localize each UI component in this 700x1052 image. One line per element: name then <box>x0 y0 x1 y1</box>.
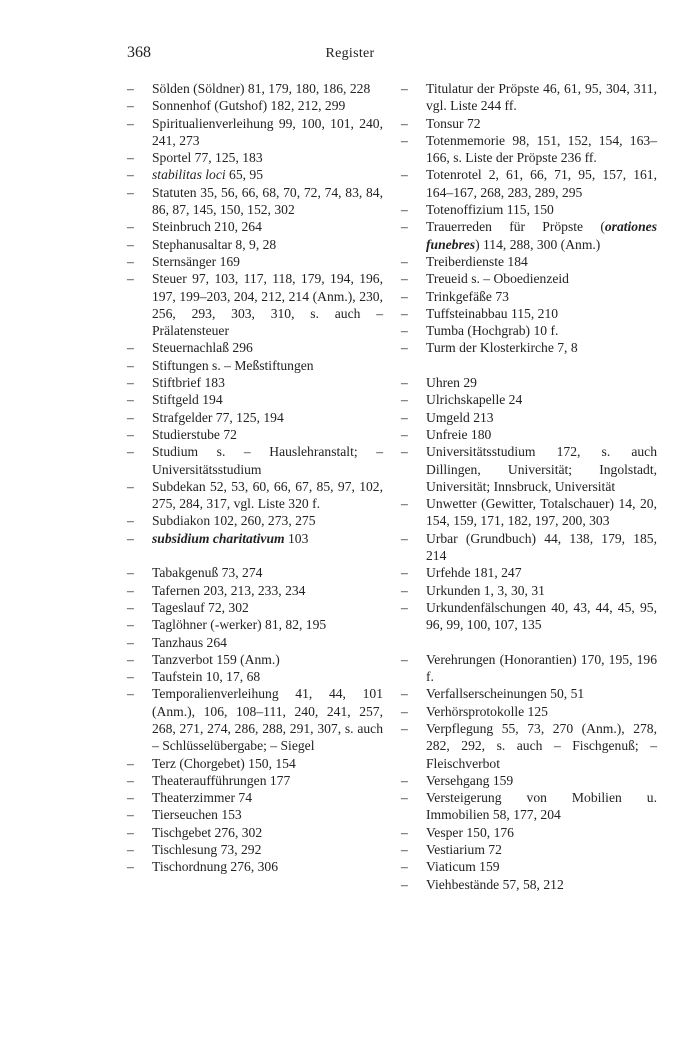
index-entry: – Sölden (Söldner) 81, 179, 180, 186, 228 <box>127 80 383 97</box>
index-entry: – Tierseuchen 153 <box>127 806 383 823</box>
index-entry: – Urkundenfälschungen 40, 43, 44, 45, 95, 96, 99, 100, 107, 135 <box>401 599 657 634</box>
index-entry: – Tumba (Hochgrab) 10 f. <box>401 322 657 339</box>
index-entry <box>127 530 383 547</box>
index-entry: – Theateraufführungen 177 <box>127 772 383 789</box>
index-entry: – Subdiakon 102, 260, 273, 275 <box>127 512 383 529</box>
index-entry: – Statuten 35, 56, 66, 68, 70, 72, 74, 83, 84, 86, 87, 145, 150, 152, 302 <box>127 184 383 219</box>
index-entry: – Sonnenhof (Gutshof) 182, 212, 299 <box>127 97 383 114</box>
index-entry: – Sportel 77, 125, 183 <box>127 149 383 166</box>
index-entry: – Temporalienverleihung 41, 44, 101 (Anm.), 106, 108–111, 240, 241, 257, 268, 271, 274, 286, 288, 291, 307, s. auch – Schlüsselübergabe; – Siegel <box>127 685 383 754</box>
index-entry: – Treiberdienste 184 <box>401 253 657 270</box>
index-entry: – Treueid s. – Oboedienzeid <box>401 270 657 287</box>
index-entry: – Vesper 150, 176 <box>401 824 657 841</box>
index-entry: – Studium s. – Hauslehranstalt; – Universitätsstudium <box>127 443 383 478</box>
index-entry: – Tuffsteinabbau 115, 210 <box>401 305 657 322</box>
index-entry: – Tafernen 203, 213, 233, 234 <box>127 582 383 599</box>
index-entry: – Taglöhner (-werker) 81, 82, 195 <box>127 616 383 633</box>
index-entry: – Unwetter (Gewitter, Totalschauer) 14, 20, 154, 159, 171, 182, 197, 200, 303 <box>401 495 657 530</box>
section-gap <box>401 634 657 651</box>
index-entry: – Stiftbrief 183 <box>127 374 383 391</box>
index-entry: – Terz (Chorgebet) 150, 154 <box>127 755 383 772</box>
index-entry: – Stiftgeld 194 <box>127 391 383 408</box>
index-entry: – Urkunden 1, 3, 30, 31 <box>401 582 657 599</box>
index-entry-references: 65, 95 <box>225 167 264 183</box>
index-entry: – Umgeld 213 <box>401 409 657 426</box>
index-entry: – Versehgang 159 <box>401 772 657 789</box>
index-entry: – Tanzhaus 264 <box>127 634 383 651</box>
index-entry: – Theaterzimmer 74 <box>127 789 383 806</box>
index-entry: – Steuernachlaß 296 <box>127 339 383 356</box>
index-entry: – Vestiarium 72 <box>401 841 657 858</box>
index-entry: – Versteigerung von Mobilien u. Immobilien 58, 177, 204 <box>401 789 657 824</box>
index-entry: – Viehbestände 57, 58, 212 <box>401 876 657 893</box>
index-entry: – Tischordnung 276, 306 <box>127 858 383 875</box>
index-entry-references: ) 114, 288, 300 (Anm.) <box>475 236 601 252</box>
index-entry: – Titulatur der Pröpste 46, 61, 95, 304, 311, vgl. Liste 244 ff. <box>401 80 657 115</box>
index-entry: – Tabakgenuß 73, 274 <box>127 564 383 581</box>
index-entry: – Unfreie 180 <box>401 426 657 443</box>
index-entry: – Turm der Klosterkirche 7, 8 <box>401 339 657 356</box>
index-entry: – Trinkgefäße 73 <box>401 288 657 305</box>
index-entry-references: 103 <box>284 530 309 546</box>
index-entry: – Taufstein 10, 17, 68 <box>127 668 383 685</box>
index-entry: – Spiritualienverleihung 99, 100, 101, 240, 241, 273 <box>127 115 383 150</box>
index-entry: – Stiftungen s. – Meßstiftungen <box>127 357 383 374</box>
index-entry: – Studierstube 72 <box>127 426 383 443</box>
index-entry: – Tischlesung 73, 292 <box>127 841 383 858</box>
index-entry-latin-term: subsidium charitativum <box>152 530 285 546</box>
index-entry: – Viaticum 159 <box>401 858 657 875</box>
section-gap <box>401 357 657 374</box>
index-entry: – Subdekan 52, 53, 60, 66, 67, 85, 97, 102, 275, 284, 317, vgl. Liste 320 f. <box>127 478 383 513</box>
index-entry <box>127 166 383 183</box>
index-entry: – Uhren 29 <box>401 374 657 391</box>
index-entry: – Tischgebet 276, 302 <box>127 824 383 841</box>
index-entry: – Urbar (Grundbuch) 44, 138, 179, 185, 214 <box>401 530 657 565</box>
index-entry: – Stephanusaltar 8, 9, 28 <box>127 236 383 253</box>
index-entry-prefix: Trauerreden für Pröpste ( <box>426 219 605 235</box>
index-entry: – Steinbruch 210, 264 <box>127 218 383 235</box>
index-entry <box>401 218 657 253</box>
index-entry: – Totenmemorie 98, 151, 152, 154, 163–166, s. Liste der Pröpste 236 ff. <box>401 132 657 167</box>
index-entry: – Tanzverbot 159 (Anm.) <box>127 651 383 668</box>
index-entry: – Totenrotel 2, 61, 66, 71, 95, 157, 161, 164–167, 268, 283, 289, 295 <box>401 166 657 201</box>
index-entry: – Verpflegung 55, 73, 270 (Anm.), 278, 282, 292, s. auch – Fischgenuß; – Fleischverbot <box>401 720 657 772</box>
index-entry: – Verfallserscheinungen 50, 51 <box>401 685 657 702</box>
index-entry: – Totenoffizium 115, 150 <box>401 201 657 218</box>
index-column-left <box>127 80 383 876</box>
index-entry-latin-term: stabilitas loci <box>152 167 226 183</box>
index-entry: – Ulrichskapelle 24 <box>401 391 657 408</box>
index-column-right <box>401 80 657 893</box>
index-entry: – Tageslauf 72, 302 <box>127 599 383 616</box>
running-head: Register <box>325 46 375 61</box>
index-entry: – Steuer 97, 103, 117, 118, 179, 194, 196, 197, 199–203, 204, 212, 214 (Anm.), 230, 256, 293, 303, 310, s. auch – Prälatensteuer <box>127 270 383 339</box>
index-entry: – Verhörsprotokolle 125 <box>401 703 657 720</box>
index-entry-latin-term: orationes funebres <box>426 219 657 252</box>
index-entry: – Urfehde 181, 247 <box>401 564 657 581</box>
index-entry: – Sternsänger 169 <box>127 253 383 270</box>
index-entry: – Verehrungen (Honorantien) 170, 195, 196 f. <box>401 651 657 686</box>
index-entry: – Universitätsstudium 172, s. auch Dillingen, Universität; Ingolstadt, Universität; Innsbruck, Universität <box>401 443 657 495</box>
section-gap <box>127 547 383 564</box>
page-number: 368 <box>127 44 151 61</box>
index-entry: – Strafgelder 77, 125, 194 <box>127 409 383 426</box>
index-entry: – Tonsur 72 <box>401 115 657 132</box>
